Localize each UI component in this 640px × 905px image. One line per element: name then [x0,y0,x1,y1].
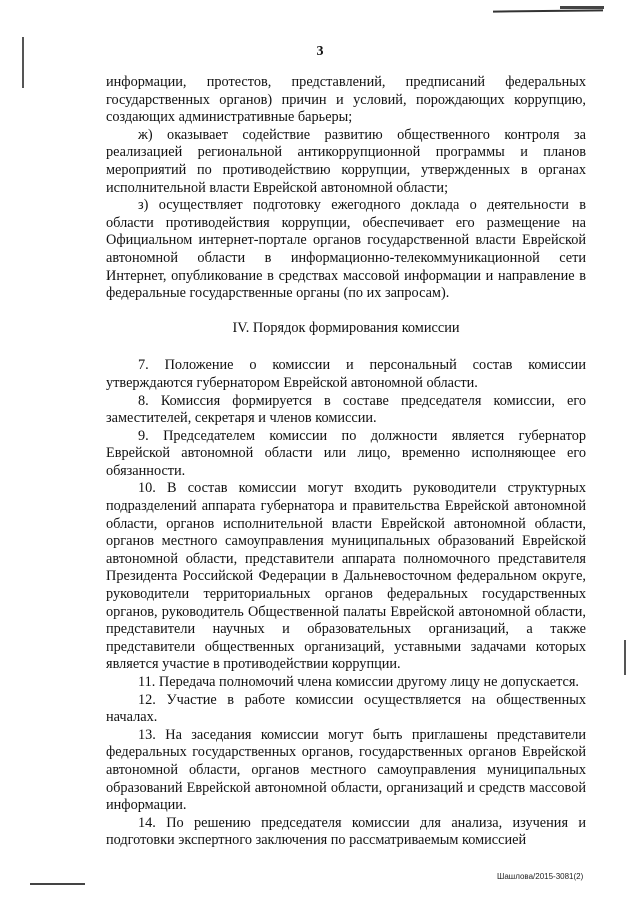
paragraph-10: 10. В состав комиссии могут входить руководители структурных подразделений аппарата губернатора и правительства Еврейской автономной области, органов исполнительной власти Еврейской автономной области, органов местного самоуправления муниципальных образований Еврейской автономной области, представители аппарата полномочного представителя Президента Российской Федерации в Дальневосточном федеральном округе, руководители территориальных органов федеральных государственных органов, руководитель Общественной палаты Еврейской автономной области, представители научных и образовательных организаций, а также представители общественных организаций, уставными задачами которых является участие в противодействии коррупции. [106,480,586,673]
paragraph-12: 12. Участие в работе комиссии осуществляется на общественных началах. [106,691,586,726]
scan-artifact-right [624,640,626,675]
paragraph-9: 9. Председателем комиссии по должности является губернатор Еврейской автономной области или лицо, временно исполняющее его обязанности. [106,427,586,479]
paragraph-item-z: з) осуществляет подготовку ежегодного доклада о деятельности в области противодействия коррупции, обеспечивает его размещение на Официальном интернет-портале органов государственной власти Еврейской автономной области в информационно-телекоммуникационной сети Интернет, опубликование в средствах массовой информации и направление в федеральные государственные органы (по их запросам). [106,197,586,302]
scan-artifact-top-thick [560,6,604,9]
section-heading: IV. Порядок формирования комиссии [232,319,460,336]
paragraph-continuation: информации, протестов, представлений, предписаний федеральных государственных органов) причин и условий, порождающих коррупцию, создающих административные барьеры; [106,74,586,126]
document-body [106,74,586,850]
paragraph-11: 11. Передача полномочий члена комиссии другому лицу не допускается. [138,674,579,690]
scan-artifact-bottom [30,883,85,885]
paragraph-14: 14. По решению председателя комиссии для анализа, изучения и подготовки экспертного заключения по рассматриваемым комиссией [106,814,586,849]
paragraph-8: 8. Комиссия формируется в составе председателя комиссии, его заместителей, секретаря и членов комиссии. [106,392,586,427]
paragraph-item-zh: ж) оказывает содействие развитию общественного контроля за реализацией региональной антикоррупционной программы и планов мероприятий по противодействию коррупции, утвержденных в органах исполнительной власти Еврейской автономной области; [106,126,586,196]
paragraph-7: 7. Положение о комиссии и персональный состав комиссии утверждаются губернатором Еврейской автономной области. [106,357,586,391]
page-number: 3 [316,44,324,59]
paragraph-13: 13. На заседания комиссии могут быть приглашены представители федеральных государственных органов, государственных органов Еврейской автономной области, органов местного самоуправления муниципальных образований Еврейской автономной области, организаций и средств массовой информации. [106,726,586,814]
scan-artifact-top [493,9,603,12]
footer-document-code: Шашлова/2015-3081(2) [497,872,584,881]
